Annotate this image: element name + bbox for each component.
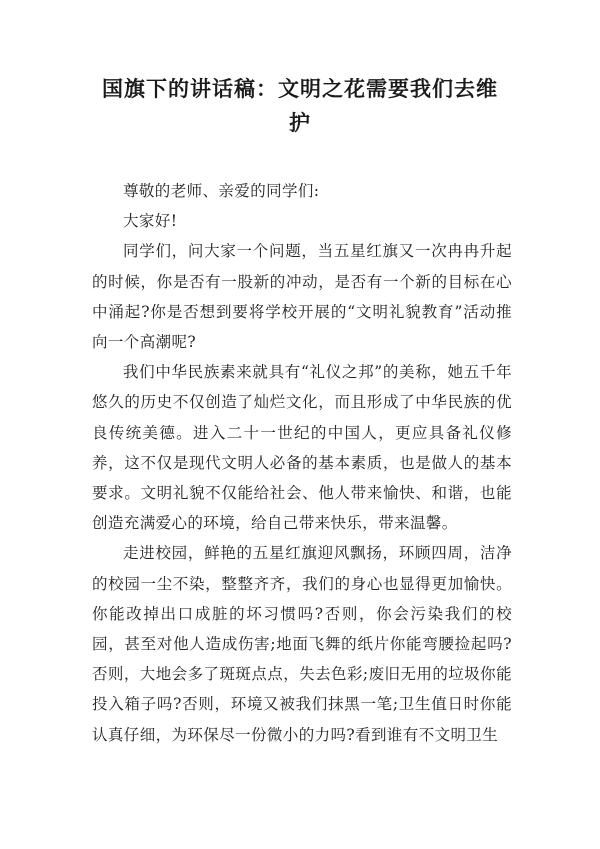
paragraph: 我们中华民族素来就具有“礼仪之邦”的美称，她五千年悠久的历史不仅创造了灿烂文化，而且形成了中华民族的优良传统美德。进入二十一世纪的中国人，更应具备礼仪修养，这不仅是现代文明人必备的基本素质，也是做人的基本要求。文明礼貌不仅能给社会、他人带来愉快、和谐，也能创造充满爱心的环境，给自己带来快乐，带来温馨。 <box>92 363 512 533</box>
salutation: 尊敬的老师、亲爱的同学们: <box>123 182 320 200</box>
greeting: 大家好! <box>123 212 178 231</box>
document-body <box>92 176 512 750</box>
paragraph: 走进校园，鲜艳的五星红旗迎风飘扬，环顾四周，洁净的校园一尘不染，整整齐齐，我们的身心也显得更加愉快。你能改掉出口成脏的坏习惯吗?否则，你会污染我们的校园，甚至对他人造成伤害;地面飞舞的纸片你能弯腰捡起吗?否则，大地会多了斑斑点点，失去色彩;废旧无用的垃圾你能投入箱子吗?否则，环境又被我们抹黑一笔;卫生值日时你能认真仔细，为环保尽一份微小的力吗?看到谁有不文明卫生 <box>92 544 512 744</box>
paragraph: 同学们，问大家一个问题，当五星红旗又一次冉冉升起的时候，你是否有一股新的冲动，是否有一个新的目标在心中涌起?你是否想到要将学校开展的“文明礼貌教育”活动推向一个高潮呢? <box>92 242 512 352</box>
document-title: 国旗下的讲话稿：文明之花需要我们去维护 <box>102 77 498 135</box>
